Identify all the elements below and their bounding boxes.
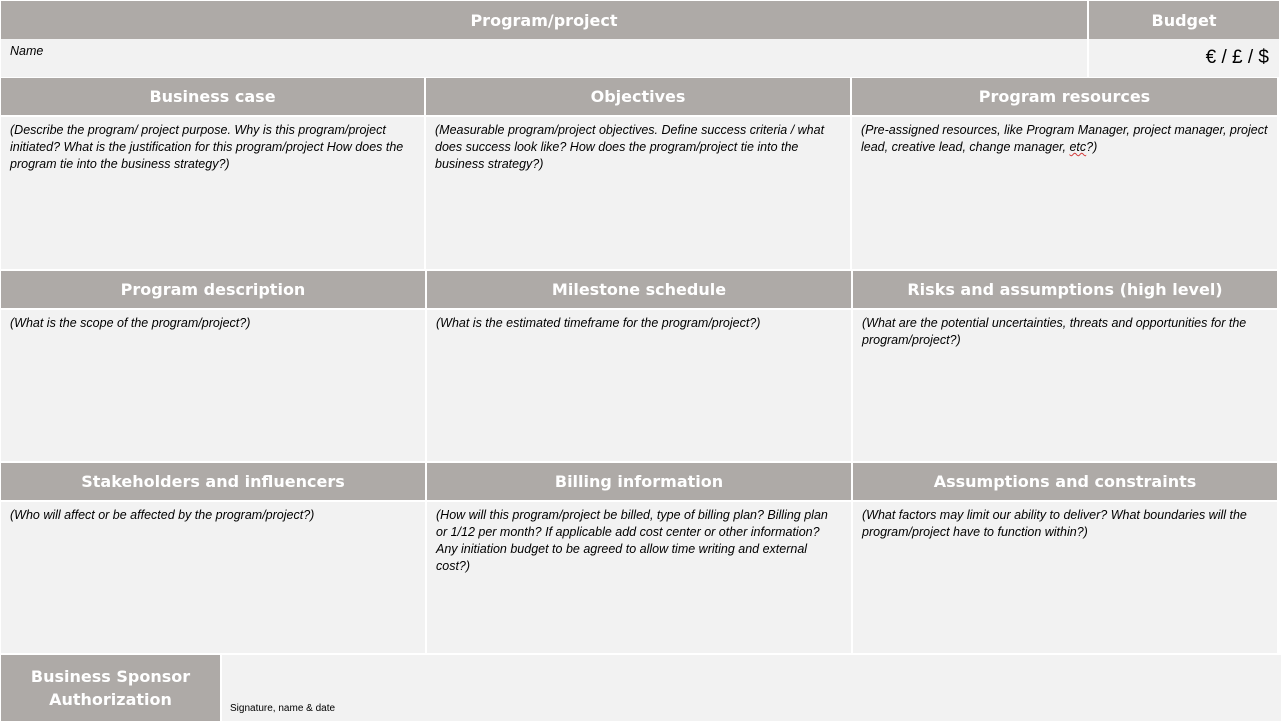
- program-description-header: Program description: [1, 271, 425, 308]
- budget-field[interactable]: [1089, 39, 1279, 77]
- assumptions-constraints-header: Assumptions and constraints: [853, 463, 1277, 500]
- spellcheck-etc-word: etc: [1069, 140, 1087, 154]
- sponsor-title-line1: Business Sponsor: [30, 667, 191, 686]
- business-case-cell[interactable]: [1, 117, 424, 269]
- risks-assumptions-hint: (What are the potential uncertainties, threats and opportunities for the program/project?): [862, 316, 1247, 347]
- budget-header: Budget: [1089, 1, 1279, 39]
- program-project-header: Program/project: [1, 1, 1087, 39]
- program-resources-hint-main: (Pre-assigned resources, like Program Manager, project manager, project lead, creative lead, change manager,: [861, 123, 1268, 154]
- signature-label: Signature, name & date: [230, 703, 336, 714]
- assumptions-constraints-hint: (What factors may limit our ability to deliver? What boundaries will the program/project have to function within?): [862, 508, 1247, 539]
- business-case-header: Business case: [1, 78, 424, 115]
- objectives-hint: (Measurable program/project objectives. Define success criteria / what does success look like? How does the program/project tie into the business strategy?): [435, 123, 825, 171]
- program-resources-cell[interactable]: [852, 117, 1277, 269]
- milestone-schedule-cell[interactable]: [427, 310, 851, 461]
- program-resources-header: Program resources: [852, 78, 1277, 115]
- stakeholders-hint: (Who will affect or be affected by the program/project?): [10, 508, 315, 522]
- objectives-cell[interactable]: [426, 117, 850, 269]
- milestone-schedule-hint: (What is the estimated timeframe for the program/project?): [436, 316, 761, 330]
- program-resources-hint-end: ?): [1086, 140, 1098, 154]
- program-resources-hint: [852, 117, 1277, 161]
- billing-information-hint: (How will this program/project be billed, type of billing plan? Billing plan or 1/12 per month? If applicable add cost center or other information? Any initiation budget to be agreed to allow time writing and external cost?): [436, 508, 828, 573]
- stakeholders-cell[interactable]: [1, 502, 425, 653]
- signature-field[interactable]: [222, 655, 1281, 721]
- milestone-schedule-header: Milestone schedule: [427, 271, 851, 308]
- budget-currency-value: € / £ / $: [1205, 47, 1269, 68]
- assumptions-constraints-cell[interactable]: [853, 502, 1277, 653]
- sponsor-title-line2: Authorization: [49, 690, 172, 709]
- program-description-cell[interactable]: [1, 310, 425, 461]
- risks-assumptions-header: Risks and assumptions (high level): [853, 271, 1277, 308]
- program-description-hint: (What is the scope of the program/project?): [10, 316, 251, 330]
- name-field[interactable]: [1, 39, 1087, 77]
- name-label: Name: [10, 44, 44, 58]
- billing-information-header: Billing information: [427, 463, 851, 500]
- business-sponsor-authorization-header: [1, 655, 220, 721]
- billing-information-cell[interactable]: [427, 502, 851, 653]
- objectives-header: Objectives: [426, 78, 850, 115]
- stakeholders-header: Stakeholders and influencers: [1, 463, 425, 500]
- business-case-hint: (Describe the program/ project purpose. Why is this program/project initiated? What is the justification for this program/project How does the program tie into the business strategy?): [10, 123, 404, 171]
- risks-assumptions-cell[interactable]: [853, 310, 1277, 461]
